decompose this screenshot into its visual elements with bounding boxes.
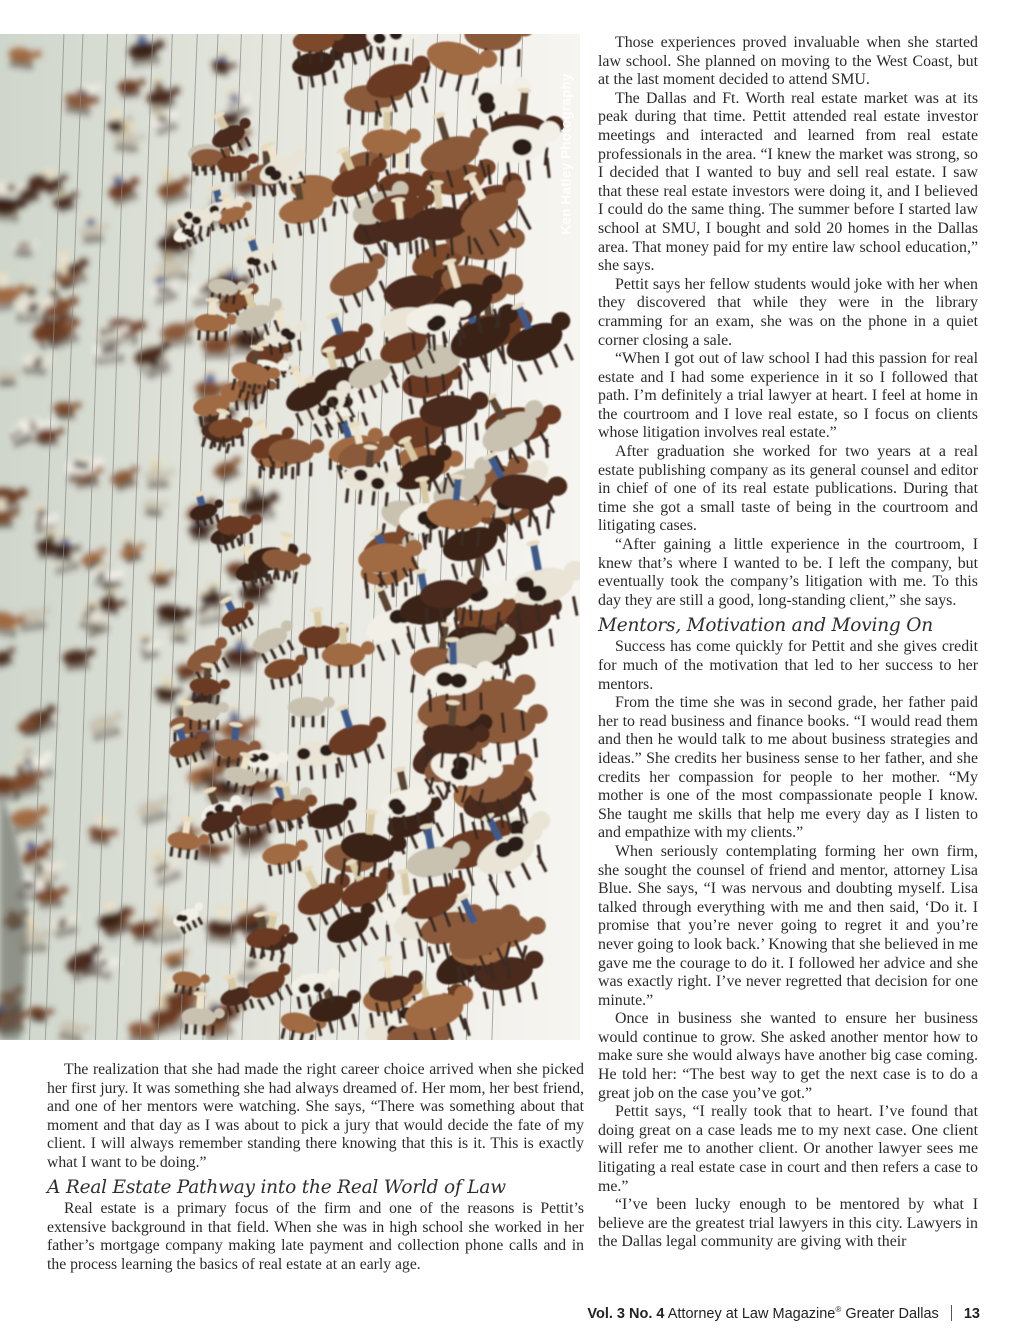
body-paragraph: “I’ve been lucky enough to be mentored by what I believe are the greatest trial lawyers in this city. Lawyers in the Dallas legal community are giving with their — [598, 1196, 978, 1251]
right-text-column — [598, 34, 978, 1252]
body-paragraph: Pettit says, “I really took that to heart. I’ve found that doing great on a case leads me to my next case. One client will refer me to another client. Or another lawyer sees me litigating a real estate case in court and then refers a case to me.” — [598, 1103, 978, 1195]
body-paragraph: Pettit says her fellow students would joke with her when they discovered that while they were in the library cramming for an exam, she was on the phone in a quiet corner closing a sale. — [598, 275, 978, 349]
body-paragraph: The realization that she had made the right career choice arrived when she picked her first jury. It was something she had always dreamed of. Her mom, her best friend, and one of her mentors were watching. She says, “There was something about that moment and that day as I was about to pick a jury that would decide the fate of my client. I will always remember standing there knowing that this is it. This is exactly what I want to be doing.” — [47, 1061, 584, 1171]
subhead-mentors: Mentors, Motivation and Moving On — [598, 615, 933, 637]
footer-publication: Attorney at Law Magazine — [667, 1306, 836, 1322]
body-paragraph: When seriously contemplating forming her own firm, she sought the counsel of friend and mentor, attorney Lisa Blue. She says, “I was nervous and doubting myself. Lisa talked through everything with me and then said, ‘Do it. I promise that you’re never going to regret it and you’re never going to look back.’ Knowing that she believed in me gave me the courage to do it. I followed her advice and she was exactly right. I’ve never regretted that decision for one minute.” — [598, 842, 978, 1009]
page-footer — [587, 1305, 980, 1322]
body-paragraph: Real estate is a primary focus of the firm and one of the reasons is Pettit’s extensive background in that field. When she was in high school she worked in her father’s mortgage company making late payment and collection phone calls and in the process learning the basics of real estate at an early age. — [47, 1200, 584, 1273]
body-paragraph: “When I got out of law school I had this passion for real estate and I had some experience in it so I followed that path. I’m definitely a trial lawyer at heart. I feel at home in the courtroom and I love real estate, so I focus on clients whose litigation involves real estate.” — [598, 350, 978, 442]
footer-volume: Vol. 3 No. 4 — [587, 1306, 665, 1322]
footer-registered-mark: ® — [835, 1305, 842, 1315]
left-paragraphs-bottom — [47, 1200, 584, 1274]
cowboy-figurines-photo — [0, 34, 580, 1040]
footer-edition: Greater Dallas — [845, 1306, 939, 1322]
body-paragraph: Once in business she wanted to ensure her business would continue to grow. She asked another mentor how to make sure she would always have another big case coming. He told her: “The best way to get the next case is to do a great job on the case you’ve got.” — [598, 1010, 978, 1102]
body-paragraph: The Dallas and Ft. Worth real estate market was at its peak during that time. Pettit attended real estate investor meetings and interacted and learned from real estate professionals in the area. “I knew the market was strong, so I decided that I wanted to buy and sell real estate. I saw that these real estate investors were doing it, and I believed I could do the same thing. The summer before I started law school at SMU, I bought and sold 20 homes in the Dallas area. That money paid for my entire law school education,” she says. — [598, 89, 978, 275]
body-paragraph: Those experiences proved invaluable when she started law school. She planned on moving to the West Coast, but at the last moment decided to attend SMU. — [598, 34, 978, 89]
body-paragraph: Success has come quickly for Pettit and she gives credit for much of the motivation that led to her success to her mentors. — [598, 638, 978, 693]
left-paragraphs-top — [47, 1061, 584, 1172]
footer-divider — [951, 1305, 952, 1321]
photo-credit: Ken Hatley Photography — [558, 73, 574, 235]
body-paragraph: From the time she was in second grade, her father paid her to read business and finance books. “I would read them and then he would talk to me about business strategies and ideas.” She credits her business sense to her father, and she credits her compassion for people to her mother. “My mother is one of the most compassionate people I know. She taught me skills that help me every day as I listen to and empathize with my clients.” — [598, 694, 978, 842]
left-text-column — [47, 1061, 584, 1274]
body-paragraph: After graduation she worked for two years at a real estate publishing company as its general counsel and editor in chief of one of its real estate publications. During that time she got a small taste of being in the courtroom and litigating cases. — [598, 443, 978, 535]
subhead-real-estate: A Real Estate Pathway into the Real World of Law — [47, 1177, 506, 1198]
right-paragraphs-bottom — [598, 638, 978, 1252]
page-number: 13 — [963, 1306, 980, 1322]
right-paragraphs-top — [598, 34, 978, 610]
body-paragraph: “After gaining a little experience in the courtroom, I knew that’s where I wanted to be. I left the company, but eventually took the company’s litigation with me. To this day they are still a good, long-standing client,” she says. — [598, 536, 978, 609]
